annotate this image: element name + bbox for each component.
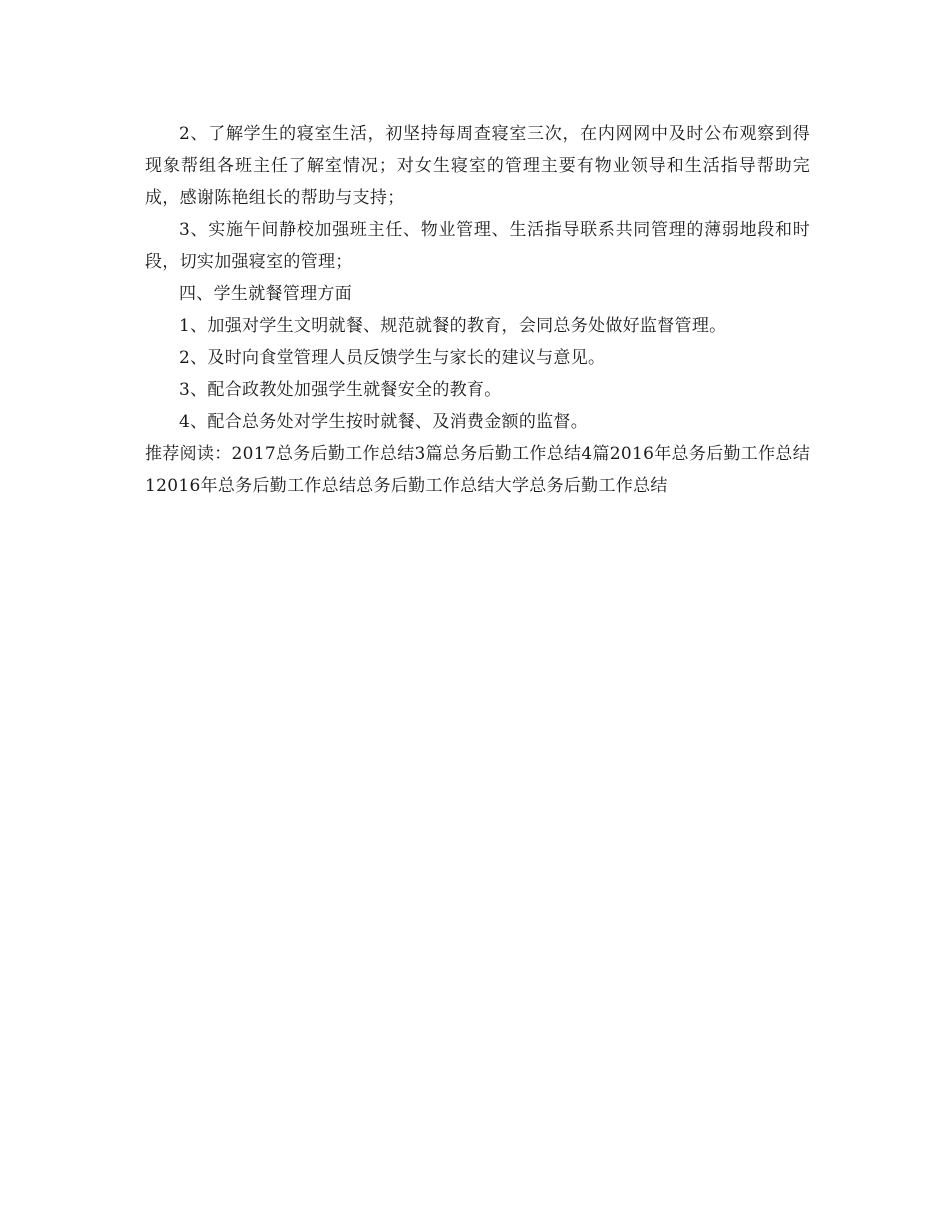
paragraph-dining-safety: 3、配合政教处加强学生就餐安全的教育。 — [179, 380, 502, 400]
recommended-reading: 推荐阅读：2017总务后勤工作总结3篇总务后勤工作总结4篇2016年总务后勤工作总结12016年总务后勤工作总结总务后勤工作总结大学总务后勤工作总结 — [145, 444, 810, 496]
paragraph-dining-supervision: 4、配合总务处对学生按时就餐、及消费金额的监督。 — [179, 412, 589, 432]
section-heading-dining: 四、学生就餐管理方面 — [179, 284, 352, 304]
paragraph-noon-quiet: 3、实施午间静校加强班主任、物业管理、生活指导联系共同管理的薄弱地段和时段，切实加强寝室的管理； — [145, 220, 810, 272]
paragraph-canteen-feedback: 2、及时向食堂管理人员反馈学生与家长的建议与意见。 — [179, 348, 606, 368]
paragraph-dining-education: 1、加强对学生文明就餐、规范就餐的教育，会同总务处做好监督管理。 — [179, 316, 727, 336]
paragraph-dorm-inspection: 2、了解学生的寝室生活，初坚持每周查寝室三次，在内网网中及时公布观察到得现象帮组各班主任了解室情况；对女生寝室的管理主要有物业领导和生活指导帮助完成，感谢陈艳组长的帮助与支持； — [145, 124, 810, 208]
document-body — [145, 118, 810, 502]
